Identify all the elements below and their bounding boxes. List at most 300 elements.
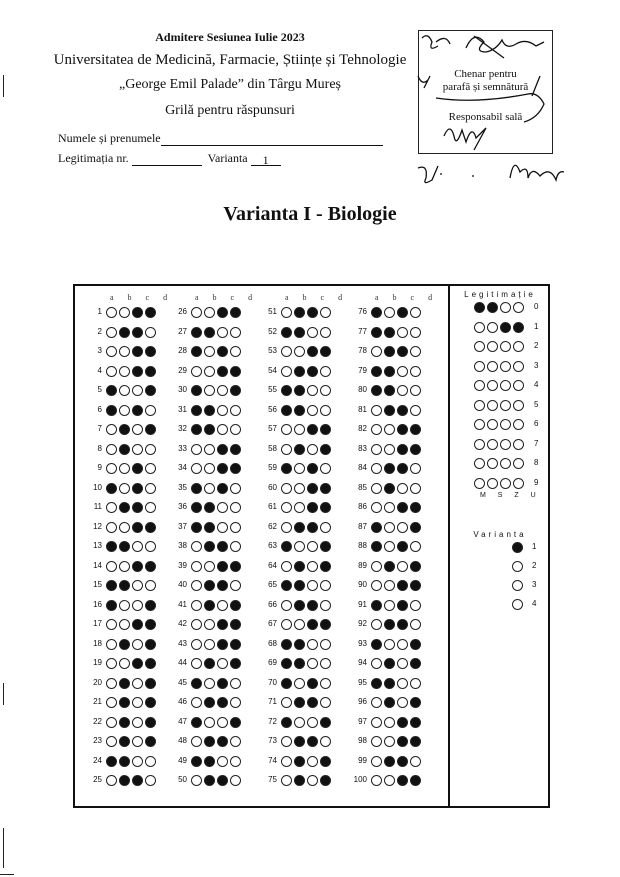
answer-bubble[interactable] — [397, 541, 408, 552]
answer-bubble[interactable] — [371, 541, 382, 552]
answer-bubble[interactable] — [294, 775, 305, 786]
answer-bubble[interactable] — [384, 424, 395, 435]
answer-bubble[interactable] — [191, 522, 202, 533]
answer-bubble[interactable] — [145, 346, 156, 357]
answer-bubble[interactable] — [384, 483, 395, 494]
answer-bubble[interactable] — [230, 600, 241, 611]
answer-bubble[interactable] — [320, 697, 331, 708]
answer-bubble[interactable] — [371, 561, 382, 572]
answer-bubble[interactable] — [307, 444, 318, 455]
answer-bubble[interactable] — [145, 717, 156, 728]
answer-bubble[interactable] — [307, 502, 318, 513]
answer-bubble[interactable] — [281, 678, 292, 689]
answer-bubble[interactable] — [294, 463, 305, 474]
answer-bubble[interactable] — [410, 502, 421, 513]
answer-bubble[interactable] — [294, 756, 305, 767]
legitimatie-bubble[interactable] — [513, 419, 524, 430]
answer-bubble[interactable] — [294, 580, 305, 591]
answer-bubble[interactable] — [145, 658, 156, 669]
answer-bubble[interactable] — [119, 405, 130, 416]
answer-bubble[interactable] — [204, 561, 215, 572]
answer-bubble[interactable] — [384, 600, 395, 611]
answer-bubble[interactable] — [410, 580, 421, 591]
answer-bubble[interactable] — [281, 541, 292, 552]
answer-bubble[interactable] — [320, 346, 331, 357]
answer-bubble[interactable] — [307, 463, 318, 474]
answer-bubble[interactable] — [384, 619, 395, 630]
answer-bubble[interactable] — [320, 483, 331, 494]
answer-bubble[interactable] — [191, 697, 202, 708]
answer-bubble[interactable] — [106, 580, 117, 591]
answer-bubble[interactable] — [230, 541, 241, 552]
answer-bubble[interactable] — [119, 502, 130, 513]
answer-bubble[interactable] — [217, 405, 228, 416]
answer-bubble[interactable] — [294, 307, 305, 318]
answer-bubble[interactable] — [119, 346, 130, 357]
answer-bubble[interactable] — [204, 444, 215, 455]
answer-bubble[interactable] — [294, 483, 305, 494]
answer-bubble[interactable] — [217, 561, 228, 572]
answer-bubble[interactable] — [132, 658, 143, 669]
answer-bubble[interactable] — [410, 600, 421, 611]
answer-bubble[interactable] — [320, 619, 331, 630]
answer-bubble[interactable] — [191, 600, 202, 611]
answer-bubble[interactable] — [307, 736, 318, 747]
answer-bubble[interactable] — [119, 697, 130, 708]
answer-bubble[interactable] — [320, 424, 331, 435]
answer-bubble[interactable] — [230, 483, 241, 494]
answer-bubble[interactable] — [217, 424, 228, 435]
answer-bubble[interactable] — [397, 678, 408, 689]
answer-bubble[interactable] — [204, 502, 215, 513]
answer-bubble[interactable] — [281, 346, 292, 357]
legitimatie-bubble[interactable] — [487, 400, 498, 411]
legitimatie-bubble[interactable] — [487, 419, 498, 430]
answer-bubble[interactable] — [132, 600, 143, 611]
answer-bubble[interactable] — [384, 463, 395, 474]
answer-bubble[interactable] — [106, 385, 117, 396]
answer-bubble[interactable] — [191, 366, 202, 377]
answer-bubble[interactable] — [294, 522, 305, 533]
answer-bubble[interactable] — [106, 678, 117, 689]
answer-bubble[interactable] — [145, 541, 156, 552]
answer-bubble[interactable] — [384, 736, 395, 747]
answer-bubble[interactable] — [106, 697, 117, 708]
answer-bubble[interactable] — [119, 327, 130, 338]
answer-bubble[interactable] — [371, 775, 382, 786]
answer-bubble[interactable] — [307, 717, 318, 728]
answer-bubble[interactable] — [145, 736, 156, 747]
answer-bubble[interactable] — [106, 444, 117, 455]
answer-bubble[interactable] — [217, 775, 228, 786]
answer-bubble[interactable] — [307, 366, 318, 377]
answer-bubble[interactable] — [371, 405, 382, 416]
answer-bubble[interactable] — [191, 678, 202, 689]
legitimatie-bubble[interactable] — [474, 400, 485, 411]
answer-bubble[interactable] — [191, 483, 202, 494]
answer-bubble[interactable] — [217, 541, 228, 552]
answer-bubble[interactable] — [204, 463, 215, 474]
answer-bubble[interactable] — [132, 522, 143, 533]
answer-bubble[interactable] — [281, 307, 292, 318]
answer-bubble[interactable] — [106, 775, 117, 786]
answer-bubble[interactable] — [320, 658, 331, 669]
answer-bubble[interactable] — [281, 600, 292, 611]
answer-bubble[interactable] — [281, 366, 292, 377]
answer-bubble[interactable] — [204, 385, 215, 396]
answer-bubble[interactable] — [294, 385, 305, 396]
answer-bubble[interactable] — [191, 736, 202, 747]
answer-bubble[interactable] — [106, 405, 117, 416]
answer-bubble[interactable] — [320, 639, 331, 650]
answer-bubble[interactable] — [410, 541, 421, 552]
answer-bubble[interactable] — [204, 522, 215, 533]
legitimatie-bubble[interactable] — [487, 322, 498, 333]
legitimatie-bubble[interactable] — [487, 380, 498, 391]
answer-bubble[interactable] — [132, 444, 143, 455]
legitimatie-bubble[interactable] — [487, 341, 498, 352]
answer-bubble[interactable] — [281, 385, 292, 396]
answer-bubble[interactable] — [191, 385, 202, 396]
answer-bubble[interactable] — [191, 561, 202, 572]
answer-bubble[interactable] — [217, 736, 228, 747]
answer-bubble[interactable] — [191, 639, 202, 650]
answer-bubble[interactable] — [384, 307, 395, 318]
answer-bubble[interactable] — [204, 678, 215, 689]
answer-bubble[interactable] — [230, 639, 241, 650]
answer-bubble[interactable] — [217, 463, 228, 474]
answer-bubble[interactable] — [307, 658, 318, 669]
answer-bubble[interactable] — [320, 717, 331, 728]
answer-bubble[interactable] — [371, 658, 382, 669]
legitimatie-bubble[interactable] — [513, 341, 524, 352]
varianta-bubble[interactable] — [512, 542, 523, 553]
answer-bubble[interactable] — [191, 327, 202, 338]
answer-bubble[interactable] — [132, 619, 143, 630]
answer-bubble[interactable] — [204, 405, 215, 416]
legitimatie-bubble[interactable] — [474, 341, 485, 352]
answer-bubble[interactable] — [294, 717, 305, 728]
answer-bubble[interactable] — [410, 658, 421, 669]
answer-bubble[interactable] — [307, 522, 318, 533]
answer-bubble[interactable] — [371, 756, 382, 767]
answer-bubble[interactable] — [145, 580, 156, 591]
answer-bubble[interactable] — [204, 639, 215, 650]
answer-bubble[interactable] — [397, 619, 408, 630]
answer-bubble[interactable] — [132, 541, 143, 552]
answer-bubble[interactable] — [132, 756, 143, 767]
answer-bubble[interactable] — [145, 366, 156, 377]
answer-bubble[interactable] — [204, 658, 215, 669]
answer-bubble[interactable] — [230, 697, 241, 708]
answer-bubble[interactable] — [204, 541, 215, 552]
answer-bubble[interactable] — [106, 658, 117, 669]
answer-bubble[interactable] — [119, 756, 130, 767]
answer-bubble[interactable] — [294, 424, 305, 435]
answer-bubble[interactable] — [217, 697, 228, 708]
answer-bubble[interactable] — [320, 502, 331, 513]
answer-bubble[interactable] — [410, 444, 421, 455]
answer-bubble[interactable] — [132, 385, 143, 396]
legitimatie-bubble[interactable] — [513, 302, 524, 313]
answer-bubble[interactable] — [294, 366, 305, 377]
answer-bubble[interactable] — [320, 600, 331, 611]
answer-bubble[interactable] — [217, 483, 228, 494]
answer-bubble[interactable] — [384, 639, 395, 650]
answer-bubble[interactable] — [281, 444, 292, 455]
answer-bubble[interactable] — [106, 327, 117, 338]
answer-bubble[interactable] — [132, 483, 143, 494]
answer-bubble[interactable] — [119, 658, 130, 669]
legitimatie-bubble[interactable] — [474, 458, 485, 469]
answer-bubble[interactable] — [191, 424, 202, 435]
answer-bubble[interactable] — [384, 658, 395, 669]
answer-bubble[interactable] — [281, 639, 292, 650]
answer-bubble[interactable] — [230, 307, 241, 318]
answer-bubble[interactable] — [106, 463, 117, 474]
answer-bubble[interactable] — [191, 756, 202, 767]
answer-bubble[interactable] — [204, 483, 215, 494]
answer-bubble[interactable] — [307, 307, 318, 318]
answer-bubble[interactable] — [320, 580, 331, 591]
answer-bubble[interactable] — [119, 522, 130, 533]
answer-bubble[interactable] — [307, 619, 318, 630]
answer-bubble[interactable] — [217, 658, 228, 669]
legitimatie-bubble[interactable] — [513, 439, 524, 450]
legitimatie-bubble[interactable] — [487, 458, 498, 469]
legitimatie-bubble[interactable] — [487, 478, 498, 489]
legitimatie-bubble[interactable] — [513, 361, 524, 372]
answer-bubble[interactable] — [106, 756, 117, 767]
legitimatie-bubble[interactable] — [500, 478, 511, 489]
answer-bubble[interactable] — [397, 502, 408, 513]
answer-bubble[interactable] — [230, 580, 241, 591]
answer-bubble[interactable] — [119, 600, 130, 611]
answer-bubble[interactable] — [145, 483, 156, 494]
answer-bubble[interactable] — [106, 366, 117, 377]
answer-bubble[interactable] — [320, 366, 331, 377]
answer-bubble[interactable] — [145, 619, 156, 630]
answer-bubble[interactable] — [384, 775, 395, 786]
answer-bubble[interactable] — [397, 658, 408, 669]
answer-bubble[interactable] — [384, 717, 395, 728]
answer-bubble[interactable] — [397, 736, 408, 747]
answer-bubble[interactable] — [307, 639, 318, 650]
answer-bubble[interactable] — [281, 658, 292, 669]
answer-bubble[interactable] — [230, 366, 241, 377]
answer-bubble[interactable] — [145, 327, 156, 338]
answer-bubble[interactable] — [230, 756, 241, 767]
answer-bubble[interactable] — [191, 775, 202, 786]
answer-bubble[interactable] — [204, 717, 215, 728]
answer-bubble[interactable] — [397, 385, 408, 396]
answer-bubble[interactable] — [204, 580, 215, 591]
answer-bubble[interactable] — [106, 639, 117, 650]
answer-bubble[interactable] — [384, 522, 395, 533]
answer-bubble[interactable] — [132, 346, 143, 357]
answer-bubble[interactable] — [320, 307, 331, 318]
answer-bubble[interactable] — [410, 678, 421, 689]
answer-bubble[interactable] — [204, 307, 215, 318]
answer-bubble[interactable] — [132, 405, 143, 416]
answer-bubble[interactable] — [230, 502, 241, 513]
answer-bubble[interactable] — [410, 463, 421, 474]
answer-bubble[interactable] — [230, 736, 241, 747]
answer-bubble[interactable] — [217, 522, 228, 533]
answer-bubble[interactable] — [230, 463, 241, 474]
answer-bubble[interactable] — [204, 619, 215, 630]
answer-bubble[interactable] — [217, 580, 228, 591]
answer-bubble[interactable] — [320, 756, 331, 767]
answer-bubble[interactable] — [397, 561, 408, 572]
answer-bubble[interactable] — [281, 463, 292, 474]
answer-bubble[interactable] — [204, 756, 215, 767]
answer-bubble[interactable] — [119, 619, 130, 630]
answer-bubble[interactable] — [307, 580, 318, 591]
answer-bubble[interactable] — [119, 366, 130, 377]
legitimatie-bubble[interactable] — [487, 302, 498, 313]
answer-bubble[interactable] — [191, 619, 202, 630]
answer-bubble[interactable] — [230, 346, 241, 357]
legitimatie-bubble[interactable] — [474, 478, 485, 489]
answer-bubble[interactable] — [281, 775, 292, 786]
answer-bubble[interactable] — [230, 775, 241, 786]
answer-bubble[interactable] — [307, 600, 318, 611]
answer-bubble[interactable] — [132, 580, 143, 591]
answer-bubble[interactable] — [191, 658, 202, 669]
answer-bubble[interactable] — [307, 385, 318, 396]
answer-bubble[interactable] — [230, 405, 241, 416]
answer-bubble[interactable] — [217, 385, 228, 396]
answer-bubble[interactable] — [371, 327, 382, 338]
legitimatie-bubble[interactable] — [500, 322, 511, 333]
answer-bubble[interactable] — [281, 502, 292, 513]
answer-bubble[interactable] — [384, 561, 395, 572]
answer-bubble[interactable] — [320, 775, 331, 786]
answer-bubble[interactable] — [410, 405, 421, 416]
answer-bubble[interactable] — [230, 678, 241, 689]
legitimatie-bubble[interactable] — [487, 439, 498, 450]
answer-bubble[interactable] — [371, 366, 382, 377]
answer-bubble[interactable] — [217, 600, 228, 611]
answer-bubble[interactable] — [145, 775, 156, 786]
answer-bubble[interactable] — [281, 717, 292, 728]
answer-bubble[interactable] — [119, 385, 130, 396]
legitimatie-bubble[interactable] — [474, 322, 485, 333]
answer-bubble[interactable] — [217, 678, 228, 689]
answer-bubble[interactable] — [410, 522, 421, 533]
answer-bubble[interactable] — [106, 736, 117, 747]
answer-bubble[interactable] — [371, 346, 382, 357]
answer-bubble[interactable] — [281, 405, 292, 416]
answer-bubble[interactable] — [371, 600, 382, 611]
answer-bubble[interactable] — [132, 775, 143, 786]
answer-bubble[interactable] — [106, 483, 117, 494]
answer-bubble[interactable] — [145, 444, 156, 455]
answer-bubble[interactable] — [320, 736, 331, 747]
answer-bubble[interactable] — [132, 463, 143, 474]
answer-bubble[interactable] — [230, 385, 241, 396]
answer-bubble[interactable] — [204, 424, 215, 435]
answer-bubble[interactable] — [410, 483, 421, 494]
answer-bubble[interactable] — [217, 502, 228, 513]
answer-bubble[interactable] — [371, 580, 382, 591]
answer-bubble[interactable] — [204, 327, 215, 338]
answer-bubble[interactable] — [307, 424, 318, 435]
answer-bubble[interactable] — [204, 366, 215, 377]
answer-bubble[interactable] — [230, 444, 241, 455]
answer-bubble[interactable] — [132, 717, 143, 728]
answer-bubble[interactable] — [106, 502, 117, 513]
answer-bubble[interactable] — [410, 697, 421, 708]
answer-bubble[interactable] — [230, 522, 241, 533]
answer-bubble[interactable] — [119, 639, 130, 650]
answer-bubble[interactable] — [320, 541, 331, 552]
answer-bubble[interactable] — [119, 463, 130, 474]
answer-bubble[interactable] — [397, 307, 408, 318]
answer-bubble[interactable] — [294, 444, 305, 455]
answer-bubble[interactable] — [217, 444, 228, 455]
answer-bubble[interactable] — [397, 327, 408, 338]
legitimatie-bubble[interactable] — [500, 439, 511, 450]
legitimatie-bubble[interactable] — [487, 361, 498, 372]
answer-bubble[interactable] — [371, 678, 382, 689]
answer-bubble[interactable] — [320, 385, 331, 396]
answer-bubble[interactable] — [119, 483, 130, 494]
answer-bubble[interactable] — [410, 639, 421, 650]
answer-bubble[interactable] — [191, 717, 202, 728]
answer-bubble[interactable] — [410, 366, 421, 377]
answer-bubble[interactable] — [217, 717, 228, 728]
answer-bubble[interactable] — [145, 561, 156, 572]
answer-bubble[interactable] — [145, 639, 156, 650]
answer-bubble[interactable] — [320, 678, 331, 689]
answer-bubble[interactable] — [397, 600, 408, 611]
answer-bubble[interactable] — [307, 697, 318, 708]
legitimatie-bubble[interactable] — [513, 322, 524, 333]
answer-bubble[interactable] — [371, 522, 382, 533]
answer-bubble[interactable] — [371, 307, 382, 318]
answer-bubble[interactable] — [294, 346, 305, 357]
answer-bubble[interactable] — [384, 405, 395, 416]
answer-bubble[interactable] — [119, 444, 130, 455]
answer-bubble[interactable] — [410, 385, 421, 396]
answer-bubble[interactable] — [119, 678, 130, 689]
answer-bubble[interactable] — [410, 775, 421, 786]
answer-bubble[interactable] — [191, 307, 202, 318]
answer-bubble[interactable] — [320, 405, 331, 416]
answer-bubble[interactable] — [384, 541, 395, 552]
answer-bubble[interactable] — [384, 346, 395, 357]
answer-bubble[interactable] — [294, 405, 305, 416]
answer-bubble[interactable] — [145, 600, 156, 611]
answer-bubble[interactable] — [145, 756, 156, 767]
legitimatie-bubble[interactable] — [474, 380, 485, 391]
answer-bubble[interactable] — [307, 346, 318, 357]
answer-bubble[interactable] — [397, 405, 408, 416]
answer-bubble[interactable] — [106, 600, 117, 611]
varianta-bubble[interactable] — [512, 561, 523, 572]
answer-bubble[interactable] — [132, 697, 143, 708]
legitimatie-bubble[interactable] — [500, 341, 511, 352]
answer-bubble[interactable] — [384, 385, 395, 396]
answer-bubble[interactable] — [204, 346, 215, 357]
answer-bubble[interactable] — [307, 327, 318, 338]
answer-bubble[interactable] — [106, 619, 117, 630]
answer-bubble[interactable] — [106, 522, 117, 533]
answer-bubble[interactable] — [281, 522, 292, 533]
answer-bubble[interactable] — [397, 717, 408, 728]
